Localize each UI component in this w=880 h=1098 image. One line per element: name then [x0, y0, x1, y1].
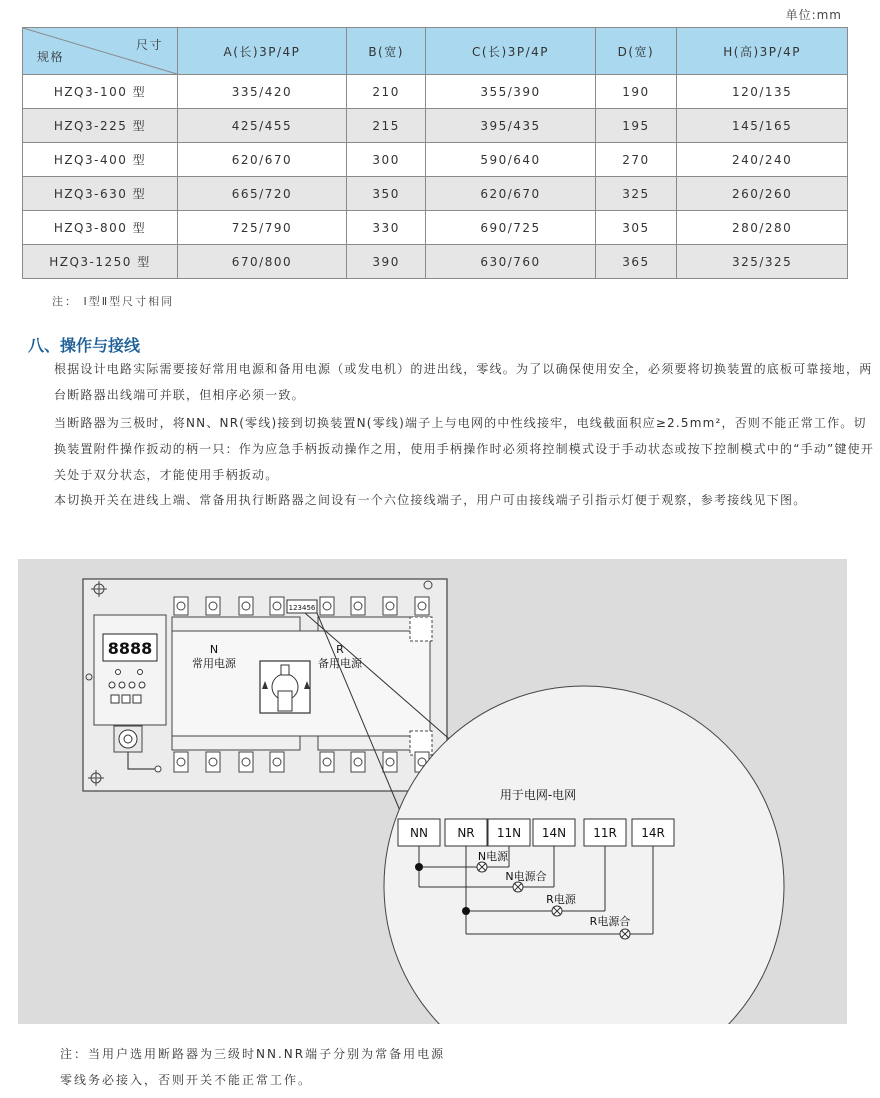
cell-b: 300 — [346, 143, 425, 177]
r-desc: 备用电源 — [318, 657, 362, 670]
dimension-table — [22, 27, 848, 279]
row-model: HZQ3-630 型 — [23, 177, 178, 211]
cell-b: 210 — [346, 75, 425, 109]
breaker-aux-top — [410, 617, 432, 641]
n-desc: 常用电源 — [192, 657, 236, 670]
lamp-label-n: N电源 — [477, 850, 509, 863]
row-model: HZQ3-800 型 — [23, 211, 178, 245]
cell-c: 590/640 — [426, 143, 595, 177]
table-note: 注： Ⅰ型Ⅱ型尺寸相同 — [52, 295, 175, 308]
cell-b: 390 — [346, 245, 425, 279]
column-header-d: D(宽) — [595, 28, 677, 75]
section-title: 八、操作与接线 — [28, 336, 141, 355]
cell-d: 190 — [595, 75, 677, 109]
cell-c: 630/760 — [426, 245, 595, 279]
cell-h: 325/325 — [677, 245, 848, 279]
cell-a: 335/420 — [178, 75, 347, 109]
cell-a: 665/720 — [178, 177, 347, 211]
cell-d: 270 — [595, 143, 677, 177]
table-row — [23, 245, 848, 279]
table-row — [23, 177, 848, 211]
cell-d: 195 — [595, 109, 677, 143]
cell-d: 365 — [595, 245, 677, 279]
row-model: HZQ3-225 型 — [23, 109, 178, 143]
column-header-b: B(宽) — [346, 28, 425, 75]
cell-c: 355/390 — [426, 75, 595, 109]
terminal-strip-label: 123456 — [288, 604, 316, 612]
cell-h: 280/280 — [677, 211, 848, 245]
row-model: HZQ3-100 型 — [23, 75, 178, 109]
lamp-label-r: R电源 — [546, 893, 576, 906]
table-header-row — [23, 28, 848, 75]
corner-dims-label: 尺寸 — [135, 38, 163, 52]
cell-a: 425/455 — [178, 109, 347, 143]
wiring-diagram-svg — [18, 559, 847, 1024]
junction-dot-nr — [462, 907, 470, 915]
cell-d: 305 — [595, 211, 677, 245]
paragraph-1: 根据设计电路实际需要接好常用电源和备用电源（或发电机）的进出线，零线。为了以确保使用安全，必须要将切换装置的底板可靠接地，两台断路器出线端可并联，但相序必须一致。 — [54, 362, 873, 402]
controller-display-text: 8888 — [107, 639, 153, 658]
paragraph-2: 当断路器为三极时，将NN、NR(零线)接到切换装置N(零线)端子上与电网的中性线接牢，电线截面积应≥2.5mm²，否则不能正常工作。切换装置附件操作扳动的柄一只：作为应急手柄扳动操作之用，使用手柄操作时必须将控制模式设于手动状态或按下控制模式中的“手动”键使开关处于双分状态，才能使用手柄扳动。 — [54, 416, 875, 482]
table-row — [23, 143, 848, 177]
cell-b: 330 — [346, 211, 425, 245]
terminal-14r: 14R — [641, 826, 665, 840]
cell-b: 215 — [346, 109, 425, 143]
paragraph-3: 本切换开关在进线上端、常备用执行断路器之间设有一个六位接线端子，用户可由接线端子引指示灯便于观察，参考接线见下图。 — [54, 493, 807, 507]
cell-c: 395/435 — [426, 109, 595, 143]
column-header-h: H(高)3P/4P — [677, 28, 848, 75]
bottom-note-line-1: 注：当用户选用断路器为三级时NN.NR端子分别为常备用电源 — [60, 1047, 446, 1061]
junction-dot-nn — [415, 863, 423, 871]
cell-h: 120/135 — [677, 75, 848, 109]
cell-h: 260/260 — [677, 177, 848, 211]
terminal-nr: NR — [457, 826, 475, 840]
wiring-diagram — [18, 559, 847, 1024]
breaker-aux-bottom — [410, 731, 432, 755]
cell-a: 725/790 — [178, 211, 347, 245]
corner-spec-label: 规格 — [37, 50, 65, 64]
lamp-label-n-closed: N电源合 — [505, 870, 547, 883]
cell-c: 690/725 — [426, 211, 595, 245]
breaker-n-top — [172, 617, 300, 631]
r-label: R — [336, 643, 344, 656]
zoom-title: 用于电网-电网 — [499, 788, 577, 802]
cell-a: 670/800 — [178, 245, 347, 279]
terminal-11r: 11R — [593, 826, 617, 840]
column-header-c: C(长)3P/4P — [426, 28, 595, 75]
terminal-11n: 11N — [496, 826, 522, 840]
unit-label: 单位:mm — [785, 8, 842, 22]
bottom-note — [60, 1041, 445, 1093]
n-label: N — [209, 643, 219, 656]
lamp-label-r-closed: R电源合 — [589, 915, 631, 928]
cell-a: 620/670 — [178, 143, 347, 177]
terminal-14n: 14N — [541, 826, 567, 840]
controller-box — [94, 615, 166, 725]
row-model: HZQ3-1250 型 — [23, 245, 178, 279]
bottom-note-line-2: 零线务必接入，否则开关不能正常工作。 — [60, 1073, 313, 1087]
column-header-a: A(长)3P/4P — [178, 28, 347, 75]
table-row — [23, 75, 848, 109]
table-corner-header — [23, 28, 178, 75]
terminal-row — [398, 819, 674, 846]
breaker-n-bottom — [172, 736, 300, 750]
table-row — [23, 109, 848, 143]
cell-h: 240/240 — [677, 143, 848, 177]
cell-b: 350 — [346, 177, 425, 211]
row-model: HZQ3-400 型 — [23, 143, 178, 177]
cell-d: 325 — [595, 177, 677, 211]
table-row — [23, 211, 848, 245]
terminal-nn: NN — [410, 826, 428, 840]
cell-h: 145/165 — [677, 109, 848, 143]
cell-c: 620/670 — [426, 177, 595, 211]
